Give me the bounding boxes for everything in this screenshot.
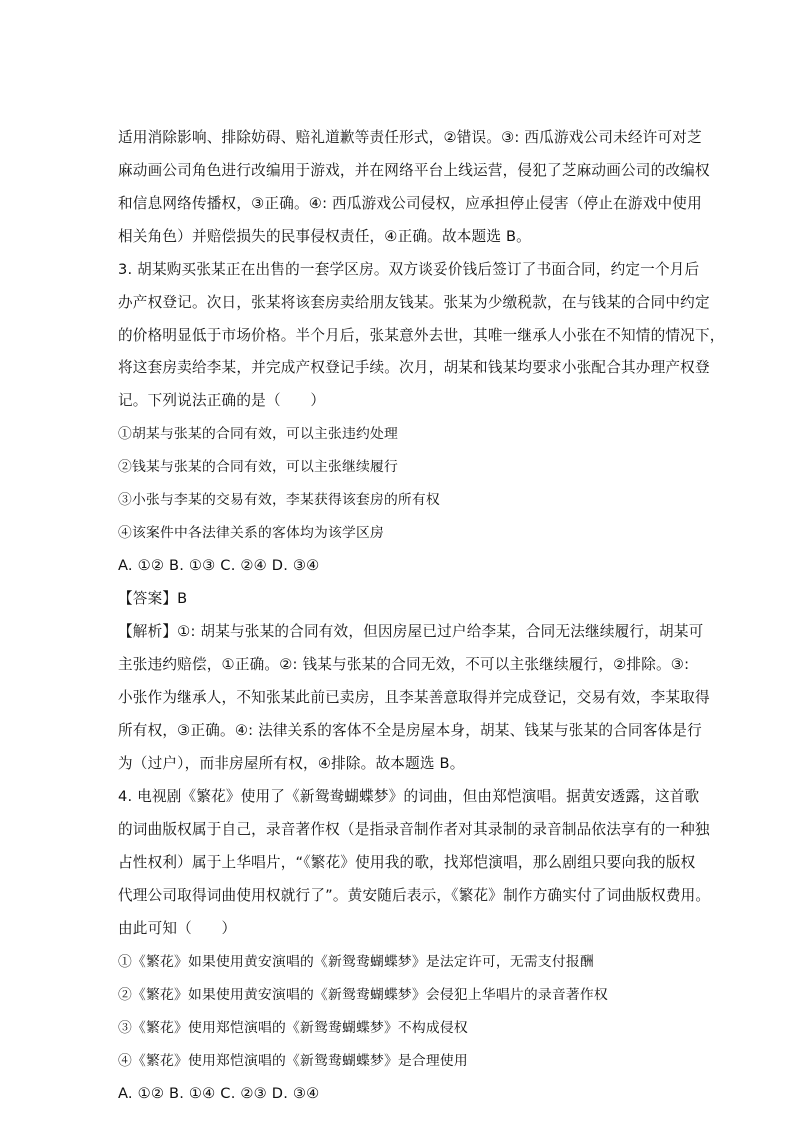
option-item: ③《繁花》使用郑恺演唱的《新鸳鸯蝴蝶梦》不构成侵权 [118,1020,468,1036]
option-item: ①胡某与张某的合同有效，可以主张违约处理 [118,426,398,442]
text-line: 占性权利）属于上华唱片，“《繁花》使用我的歌，找郑恺演唱，那么剧组只要向我的版权 [118,854,696,871]
analysis-text: 为（过户），而非房屋所有权，④排除。故本题选 B。 [118,755,465,772]
analysis-text: 主张违约赔偿，①正确。②: 钱某与张某的合同无效，不可以主张继续履行，②排除。③: [118,656,690,673]
text-line: 代理公司取得词曲使用权就行了”。黄安随后表示，《繁花》制作方确实付了词曲版权费用。 [118,887,711,904]
answer-choices: A. ①② B. ①③ C. ②④ D. ③④ [118,557,320,574]
text-line: 的价格明显低于市场价格。半个月后，张某意外去世，其唯一继承人小张在不知情的情况下， [118,327,725,344]
option-item: ②钱某与张某的合同有效，可以主张继续履行 [118,459,398,475]
analysis-text: 【解析】①: 胡某与张某的合同有效，但因房屋已过户给李某，合同无法继续履行，胡某可 [118,623,704,640]
analysis-text: 小张作为继承人，不知张某此前已卖房，且李某善意取得并完成登记，交易有效，李某取得 [118,689,710,706]
question-4-stem: 4. 电视剧《繁花》使用了《新鸳鸯蝴蝶梦》的词曲，但由郑恺演唱。据黄安透露，这首歌 [118,788,700,805]
text-line: 的词曲版权属于自己，录音著作权（是指录音制作者对其录制的录音制品依法享有的一种独 [118,821,710,838]
option-item: ②《繁花》如果使用黄安演唱的《新鸳鸯蝴蝶梦》会侵犯上华唱片的录音著作权 [118,987,608,1003]
option-item: ④该案件中各法律关系的客体均为该学区房 [118,525,384,541]
text-line: 麻动画公司角色进行改编用于游戏，并在网络平台上线运营，侵犯了芝麻动画公司的改编权 [118,162,710,179]
option-item: ①《繁花》如果使用黄安演唱的《新鸳鸯蝴蝶梦》是法定许可，无需支付报酬 [118,954,594,970]
text-line: 记。下列说法正确的是（ ） [118,392,326,409]
analysis-text: 所有权，③正确。④: 法律关系的客体不全是房屋本身，胡某、钱某与张某的合同客体是行 [118,722,702,739]
text-line: 和信息网络传播权，③正确。④: 西瓜游戏公司侵权，应承担停止侵害（停止在游戏中使用 [118,195,702,212]
question-3-stem: 3. 胡某购买张某正在出售的一套学区房。双方谈妥价钱后签订了书面合同，约定一个月后 [118,261,700,278]
answer-label: 【答案】B [118,590,188,607]
text-line: 办产权登记。次日，张某将该套房卖给朋友钱某。张某为少缴税款，在与钱某的合同中约定 [118,294,710,311]
answer-choices: A. ①② B. ①④ C. ②③ D. ③④ [118,1085,320,1102]
option-item: ③小张与李某的交易有效，李某获得该套房的所有权 [118,492,440,508]
text-line: 相关角色）并赔偿损失的民事侵权责任，④正确。故本题选 B。 [118,228,531,245]
text-line: 将这套房卖给李某，并完成产权登记手续。次月，胡某和钱某均要求小张配合其办理产权登 [118,359,710,376]
text-line: 适用消除影响、排除妨碍、赔礼道歉等责任形式，②错误。③: 西瓜游戏公司未经许可对芝 [118,129,702,146]
text-line: 由此可知（ ） [118,920,237,937]
option-item: ④《繁花》使用郑恺演唱的《新鸳鸯蝴蝶梦》是合理使用 [118,1053,468,1069]
